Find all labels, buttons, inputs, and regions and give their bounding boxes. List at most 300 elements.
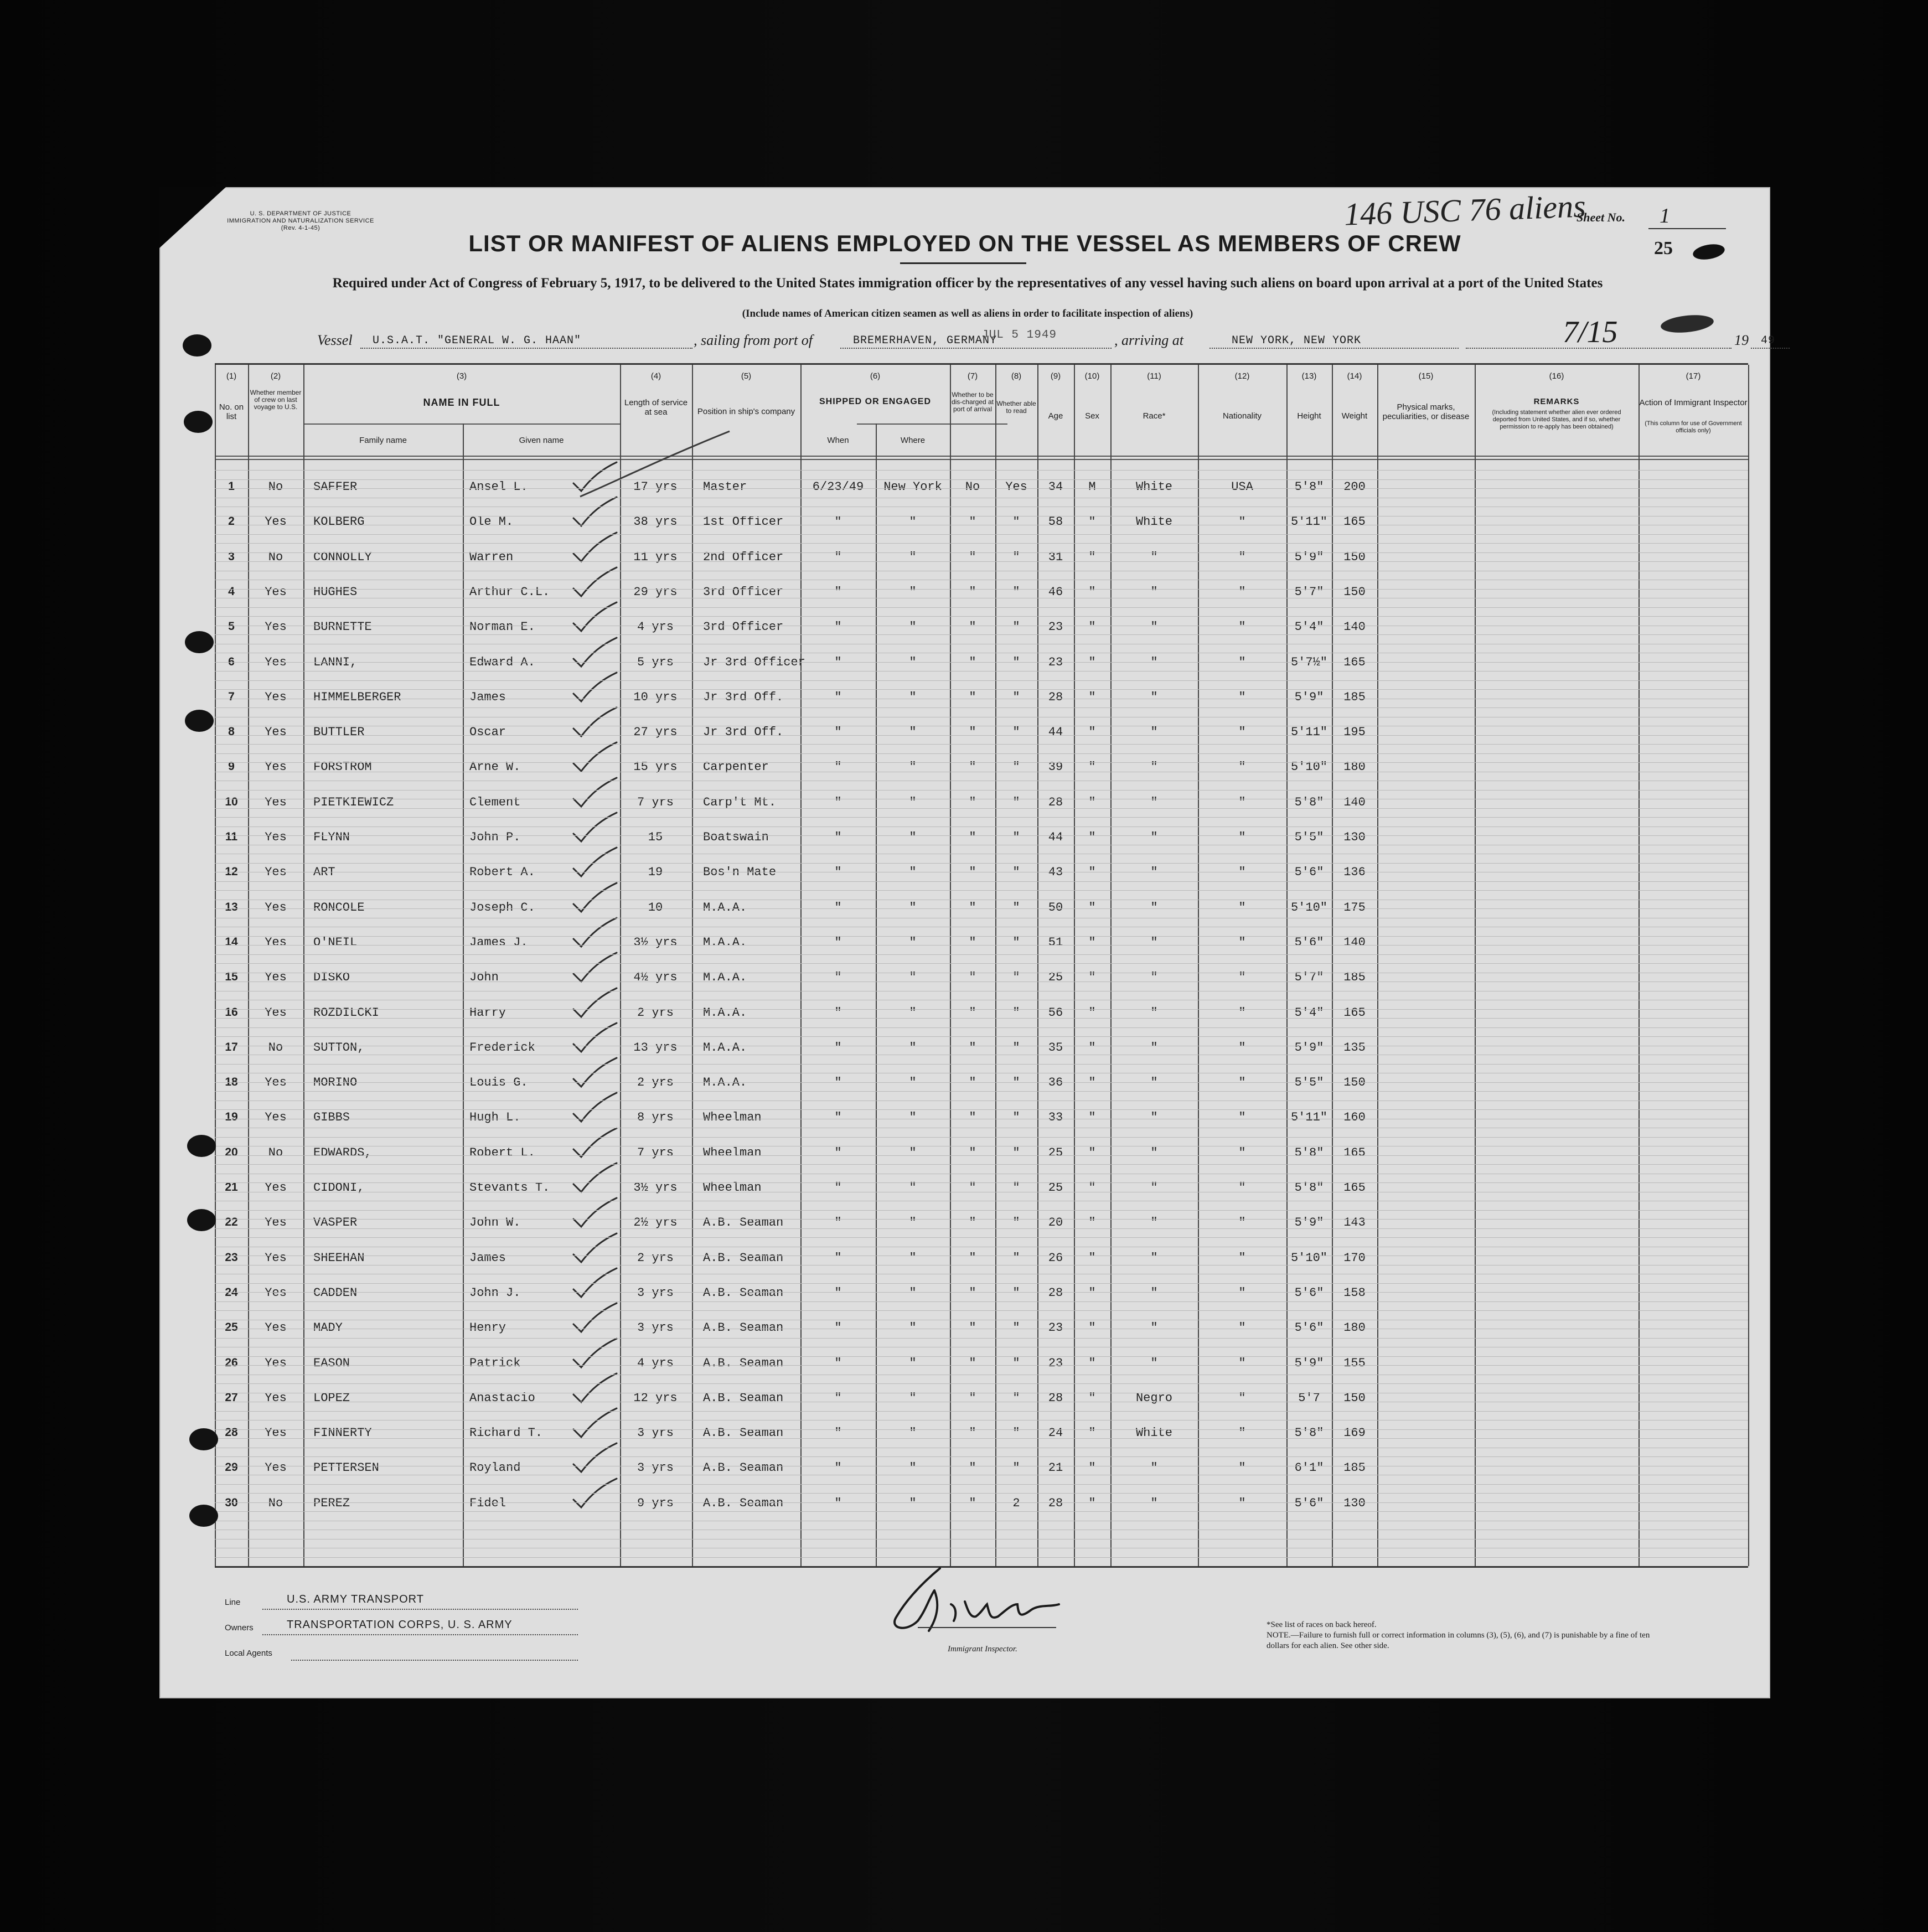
crew-member-flag: Yes (265, 1321, 287, 1335)
crew-given-name: Royland (469, 1461, 521, 1475)
crew-height: 5'5" (1294, 830, 1324, 844)
ruled-line (215, 1484, 1748, 1485)
crew-sex: " (1088, 795, 1096, 809)
crew-age: 31 (1048, 550, 1063, 564)
crew-race: " (1150, 725, 1158, 740)
crew-family-name: VASPER (313, 1216, 358, 1230)
crew-height: 5'8" (1294, 795, 1324, 809)
ruled-line (215, 835, 1748, 836)
crew-service-length: 2 yrs (637, 1005, 674, 1020)
crew-sex: " (1088, 1321, 1096, 1335)
crew-height: 5'4" (1294, 1005, 1324, 1020)
crew-age: 23 (1048, 1356, 1063, 1370)
crew-ship-position: A.B. Seaman (703, 1356, 784, 1370)
crew-family-name: HIMMELBERGER (313, 690, 401, 704)
crew-weight: 170 (1343, 1251, 1366, 1265)
crew-given-name: John (469, 970, 499, 985)
ruled-line (215, 552, 1748, 553)
crew-nationality: " (1238, 620, 1246, 634)
crew-age: 23 (1048, 655, 1063, 669)
crew-weight: 165 (1343, 515, 1366, 529)
crew-nationality: " (1238, 725, 1246, 740)
check-mark-icon (569, 1197, 619, 1230)
check-mark-icon (569, 1478, 619, 1511)
ruled-line (215, 634, 1748, 635)
crew-sex: " (1088, 1461, 1096, 1475)
crew-ship-position: 3rd Officer (703, 585, 784, 599)
inspector-label: Immigrant Inspector. (948, 1645, 1017, 1654)
crew-race: " (1150, 1251, 1158, 1265)
title-underline (900, 262, 1026, 264)
crew-row-number: 12 (225, 865, 238, 879)
crew-nationality: " (1238, 760, 1246, 774)
crew-shipped-where: " (909, 725, 917, 740)
crew-ship-position: A.B. Seaman (703, 1285, 784, 1300)
crew-read-flag: " (1012, 1426, 1020, 1440)
arrival-port: NEW YORK, NEW YORK (1232, 334, 1362, 347)
crew-member-flag: No (268, 1496, 283, 1510)
crew-read-flag: " (1012, 935, 1020, 949)
crew-shipped-where: " (909, 970, 917, 985)
crew-service-length: 27 yrs (633, 725, 678, 740)
crew-family-name: KOLBERG (313, 515, 365, 529)
crew-family-name: SAFFER (313, 480, 358, 494)
crew-family-name: PEREZ (313, 1496, 350, 1510)
crew-given-name: Edward A. (469, 655, 535, 669)
crew-race: " (1150, 970, 1158, 985)
crew-discharged-flag: " (969, 865, 976, 880)
crew-read-flag: " (1012, 795, 1020, 809)
crew-age: 28 (1048, 795, 1063, 809)
check-mark-icon (569, 566, 619, 600)
crew-shipped-where: " (909, 795, 917, 809)
crew-ship-position: A.B. Seaman (703, 1461, 784, 1475)
ruled-line (215, 790, 1748, 791)
crew-service-length: 7 yrs (637, 1145, 674, 1160)
crew-read-flag: " (1012, 585, 1020, 599)
crew-discharged-flag: " (969, 1040, 976, 1055)
crew-weight: 165 (1343, 655, 1366, 669)
crew-weight: 195 (1343, 725, 1366, 740)
column-divider (1475, 365, 1476, 1566)
line-label: Line (225, 1598, 241, 1607)
crew-given-name: John W. (469, 1216, 521, 1230)
crew-given-name: Robert A. (469, 865, 535, 880)
crew-shipped-when: " (834, 970, 842, 985)
ruled-line (215, 1429, 1748, 1430)
crew-ship-position: Bos'n Mate (703, 865, 777, 880)
crew-ship-position: Carpenter (703, 760, 769, 774)
crew-member-flag: Yes (265, 655, 287, 669)
crew-given-name: Harry (469, 1005, 506, 1020)
crew-height: 5'5" (1294, 1076, 1324, 1090)
crew-discharged-flag: " (969, 935, 976, 949)
crew-row-number: 25 (225, 1321, 238, 1334)
ruled-line (215, 1411, 1748, 1412)
ruled-line (215, 1228, 1748, 1229)
crew-height: 5'7" (1294, 970, 1324, 985)
crew-weight: 165 (1343, 1145, 1366, 1160)
crew-service-length: 7 yrs (637, 795, 674, 809)
pencil-stroke-icon (569, 430, 735, 502)
crew-age: 35 (1048, 1040, 1063, 1055)
ruled-line (215, 1310, 1748, 1311)
crew-shipped-where: " (909, 1181, 917, 1195)
col-name-in-full: NAME IN FULL (423, 397, 500, 408)
ruled-line (215, 707, 1748, 708)
crew-discharged-flag: " (969, 900, 976, 915)
check-mark-icon (569, 531, 619, 565)
crew-shipped-when: " (834, 760, 842, 774)
crew-age: 34 (1048, 480, 1063, 494)
crew-ship-position: M.A.A. (703, 1040, 747, 1055)
check-mark-icon (569, 741, 619, 774)
crew-service-length: 11 yrs (633, 550, 678, 564)
column-number: (17) (1686, 371, 1701, 381)
crew-race: " (1150, 1076, 1158, 1090)
crew-discharged-flag: " (969, 760, 976, 774)
crew-member-flag: Yes (265, 515, 287, 529)
crew-given-name: James (469, 690, 506, 704)
crew-ship-position: A.B. Seaman (703, 1426, 784, 1440)
crew-given-name: Ansel L. (469, 480, 528, 494)
crew-weight: 135 (1343, 1040, 1366, 1055)
crew-age: 24 (1048, 1426, 1063, 1440)
crew-shipped-when: " (834, 1181, 842, 1195)
crew-member-flag: Yes (265, 865, 287, 880)
crew-family-name: CONNOLLY (313, 550, 372, 564)
ruled-line (215, 1009, 1748, 1010)
crew-row-number: 21 (225, 1181, 238, 1194)
col-discharged: Whether to be dis-charged at port of arrival (951, 391, 994, 413)
crew-sex: " (1088, 1005, 1096, 1020)
ruled-line (215, 1456, 1748, 1457)
check-mark-icon (569, 601, 619, 634)
crew-ship-position: A.B. Seaman (703, 1216, 784, 1230)
crew-height: 5'6" (1294, 865, 1324, 880)
crew-given-name: Norman E. (469, 620, 535, 634)
column-divider (303, 365, 304, 1566)
crew-shipped-when: " (834, 1040, 842, 1055)
crew-sex: " (1088, 1110, 1096, 1125)
crew-ship-position: M.A.A. (703, 1076, 747, 1090)
crew-member-flag: Yes (265, 690, 287, 704)
ruled-line (215, 488, 1748, 489)
ruled-line (215, 1064, 1748, 1065)
crew-row-number: 24 (225, 1285, 238, 1299)
footer-notes (1267, 1620, 1665, 1651)
crew-member-flag: No (268, 1145, 283, 1160)
crew-nationality: " (1238, 1076, 1246, 1090)
crew-given-name: John P. (469, 830, 521, 844)
crew-member-flag: Yes (265, 1391, 287, 1405)
crew-discharged-flag: " (969, 795, 976, 809)
crew-shipped-when: " (834, 1356, 842, 1370)
crew-race: " (1150, 1356, 1158, 1370)
ruled-line (215, 954, 1748, 955)
crew-given-name: Hugh L. (469, 1110, 521, 1125)
crew-read-flag: " (1012, 1040, 1020, 1055)
crew-given-name: Frederick (469, 1040, 535, 1055)
crew-discharged-flag: " (969, 1426, 976, 1440)
crew-member-flag: Yes (265, 935, 287, 949)
vessel-line (317, 315, 1790, 354)
crew-service-length: 2½ yrs (633, 1216, 678, 1230)
crew-weight: 185 (1343, 690, 1366, 704)
crew-row-number: 9 (228, 760, 235, 773)
crew-family-name: MADY (313, 1321, 343, 1335)
crew-shipped-where: " (909, 1040, 917, 1055)
sailing-label: , sailing from port of (694, 332, 813, 348)
crew-nationality: " (1238, 1285, 1246, 1300)
crew-sex: " (1088, 1496, 1096, 1510)
crew-weight: 165 (1343, 1181, 1366, 1195)
crew-given-name: John J. (469, 1285, 521, 1300)
crew-row-number: 29 (225, 1461, 238, 1474)
crew-discharged-flag: " (969, 1461, 976, 1475)
crew-nationality: " (1238, 1321, 1246, 1335)
crew-shipped-when: " (834, 585, 842, 599)
vessel-label: Vessel (317, 332, 353, 348)
crew-discharged-flag: " (969, 1251, 976, 1265)
crew-shipped-where: " (909, 655, 917, 669)
crew-member-flag: No (268, 1040, 283, 1055)
crew-sex: " (1088, 1391, 1096, 1405)
crew-discharged-flag: " (969, 585, 976, 599)
crew-sex: " (1088, 1426, 1096, 1440)
crew-race: " (1150, 795, 1158, 809)
ruled-line (215, 863, 1748, 864)
crew-shipped-when: " (834, 1251, 842, 1265)
punch-hole (189, 1505, 218, 1527)
ruled-line (215, 817, 1748, 818)
crew-sex: " (1088, 1076, 1096, 1090)
crew-given-name: Louis G. (469, 1076, 528, 1090)
header-rule-shipped (857, 423, 1007, 425)
crew-sex: " (1088, 725, 1096, 740)
crew-read-flag: " (1012, 1461, 1020, 1475)
crew-height: 5'10" (1290, 900, 1327, 915)
crew-age: 25 (1048, 1145, 1063, 1160)
crew-sex: " (1088, 1145, 1096, 1160)
crew-height: 5'10" (1290, 1251, 1327, 1265)
crew-row-number: 26 (225, 1356, 238, 1369)
crew-shipped-where: " (909, 1005, 917, 1020)
check-mark-icon (569, 1372, 619, 1406)
crew-ship-position: Boatswain (703, 830, 769, 844)
crew-shipped-when: " (834, 1110, 842, 1125)
ruled-line (215, 1155, 1748, 1156)
crew-race: " (1150, 1145, 1158, 1160)
col-race: Race* (1143, 411, 1166, 421)
crew-read-flag: " (1012, 830, 1020, 844)
crew-shipped-when: " (834, 1005, 842, 1020)
col-when: When (827, 436, 849, 445)
crew-family-name: BUTTLER (313, 725, 365, 740)
arriving-label: , arriving at (1114, 332, 1183, 348)
crew-shipped-where: " (909, 1461, 917, 1475)
crew-family-name: DISKO (313, 970, 350, 985)
column-number: (9) (1050, 371, 1061, 381)
punch-hole (184, 411, 213, 433)
arrival-date-handwritten: 7/15 (1563, 315, 1618, 349)
crew-shipped-when: " (834, 550, 842, 564)
crew-race: " (1150, 620, 1158, 634)
crew-shipped-when: " (834, 1426, 842, 1440)
crew-family-name: RONCOLE (313, 900, 365, 915)
crew-row-number: 16 (225, 1005, 238, 1019)
crew-service-length: 3½ yrs (633, 935, 678, 949)
ruled-line (215, 589, 1748, 590)
crew-member-flag: Yes (265, 1426, 287, 1440)
column-divider (1198, 365, 1199, 1566)
crew-weight: 150 (1343, 1076, 1366, 1090)
crew-row-number: 27 (225, 1391, 238, 1404)
ruled-line (215, 1365, 1748, 1366)
crew-given-name: Stevants T. (469, 1181, 550, 1195)
crew-read-flag: " (1012, 1391, 1020, 1405)
crew-height: 5'6" (1294, 935, 1324, 949)
column-divider (1638, 365, 1640, 1566)
crew-service-length: 4 yrs (637, 1356, 674, 1370)
ruled-line (215, 808, 1748, 809)
crew-shipped-where: " (909, 620, 917, 634)
crew-shipped-where: " (909, 515, 917, 529)
crew-height: 5'8" (1294, 480, 1324, 494)
col-nationality: Nationality (1222, 411, 1262, 421)
crew-discharged-flag: " (969, 1005, 976, 1020)
crew-read-flag: " (1012, 1145, 1020, 1160)
crew-nationality: " (1238, 585, 1246, 599)
crew-family-name: FORSTROM (313, 760, 372, 774)
crew-shipped-when: " (834, 1145, 842, 1160)
crew-read-flag: " (1012, 655, 1020, 669)
crew-height: 5'8" (1294, 1181, 1324, 1195)
crew-height: 5'7" (1294, 585, 1324, 599)
ruled-line (215, 753, 1748, 754)
col-able-read: Whether able to read (996, 400, 1036, 415)
crew-family-name: GIBBS (313, 1110, 350, 1125)
crew-nationality: USA (1231, 480, 1253, 494)
col-member: Whether member of crew on last voyage to U.S. (250, 389, 302, 411)
crew-age: 25 (1048, 1181, 1063, 1195)
crew-row-number: 19 (225, 1110, 238, 1124)
crew-race: White (1135, 515, 1172, 529)
header-bottom-rule-double (215, 459, 1748, 460)
col-action: Action of Immigrant Inspector (1639, 398, 1748, 407)
ruled-line (215, 1493, 1748, 1494)
crew-family-name: CIDONI, (313, 1181, 365, 1195)
crew-shipped-when: " (834, 725, 842, 740)
crew-height: 5'9" (1294, 550, 1324, 564)
ruled-line (215, 762, 1748, 763)
crew-service-length: 3 yrs (637, 1461, 674, 1475)
crew-read-flag: 2 (1012, 1496, 1020, 1510)
crew-sex: " (1088, 865, 1096, 880)
crew-service-length: 3 yrs (637, 1321, 674, 1335)
column-divider (215, 365, 216, 1566)
ruled-line (215, 607, 1748, 608)
crew-race: " (1150, 1040, 1158, 1055)
crew-member-flag: Yes (265, 760, 287, 774)
crew-nationality: " (1238, 1145, 1246, 1160)
crew-shipped-where: " (909, 760, 917, 774)
crew-shipped-where: " (909, 1076, 917, 1090)
crew-ship-position: 2nd Officer (703, 550, 784, 564)
crew-weight: 185 (1343, 970, 1366, 985)
crew-race: White (1135, 480, 1172, 494)
column-divider (1377, 365, 1378, 1566)
crew-shipped-where: " (909, 1426, 917, 1440)
crew-age: 39 (1048, 760, 1063, 774)
crew-sex: " (1088, 970, 1096, 985)
crew-row-number: 3 (228, 550, 235, 563)
crew-race: " (1150, 760, 1158, 774)
ruled-line (215, 1164, 1748, 1165)
crew-service-length: 3 yrs (637, 1285, 674, 1300)
crew-shipped-when: " (834, 1461, 842, 1475)
crew-weight: 150 (1343, 1391, 1366, 1405)
ruled-line (215, 1219, 1748, 1220)
crew-sex: " (1088, 690, 1096, 704)
ruled-line (215, 1210, 1748, 1211)
crew-row-number: 1 (228, 480, 235, 493)
crew-ship-position: Carp't Mt. (703, 795, 777, 809)
sailing-port: BREMERHAVEN, GERMANY (853, 334, 997, 347)
ruled-line (215, 826, 1748, 827)
owners-rule (262, 1634, 578, 1635)
column-number: (8) (1011, 371, 1022, 381)
crew-member-flag: No (268, 550, 283, 564)
crew-ship-position: M.A.A. (703, 970, 747, 985)
check-mark-icon (569, 1302, 619, 1335)
crew-age: 50 (1048, 900, 1063, 915)
crew-shipped-where: " (909, 690, 917, 704)
date-stamp: JUL 5 1949 (981, 329, 1057, 342)
crew-ship-position: A.B. Seaman (703, 1251, 784, 1265)
crew-shipped-where: " (909, 1145, 917, 1160)
crew-nationality: " (1238, 795, 1246, 809)
column-number: (12) (1234, 371, 1250, 381)
agents-label: Local Agents (225, 1649, 272, 1658)
column-number: (4) (650, 371, 661, 381)
crew-nationality: " (1238, 1181, 1246, 1195)
ruled-line (215, 1511, 1748, 1512)
crew-ship-position: M.A.A. (703, 900, 747, 915)
penalty-note: NOTE.—Failure to furnish full or correct information in columns (3), (5), (6), and (7) is punishable by a fine of ten dollars for each alien. See other side. (1267, 1631, 1650, 1650)
column-divider (1074, 365, 1075, 1566)
crew-weight: 155 (1343, 1356, 1366, 1370)
crew-member-flag: Yes (265, 620, 287, 634)
crew-given-name: Clement (469, 795, 521, 809)
crew-sex: " (1088, 1251, 1096, 1265)
crew-race: " (1150, 1496, 1158, 1510)
crew-given-name: Oscar (469, 725, 506, 740)
crew-height: 5'9" (1294, 690, 1324, 704)
crew-shipped-when: " (834, 795, 842, 809)
crew-sex: " (1088, 1216, 1096, 1230)
crew-age: 21 (1048, 1461, 1063, 1475)
crew-race: " (1150, 1461, 1158, 1475)
crew-row-number: 8 (228, 725, 235, 738)
crew-race: " (1150, 1110, 1158, 1125)
check-mark-icon (569, 1267, 619, 1300)
year-value: 49 (1761, 334, 1776, 347)
crew-sex: " (1088, 655, 1096, 669)
crew-nationality: " (1238, 690, 1246, 704)
crew-row-number: 4 (228, 585, 235, 598)
ruled-line (215, 744, 1748, 745)
